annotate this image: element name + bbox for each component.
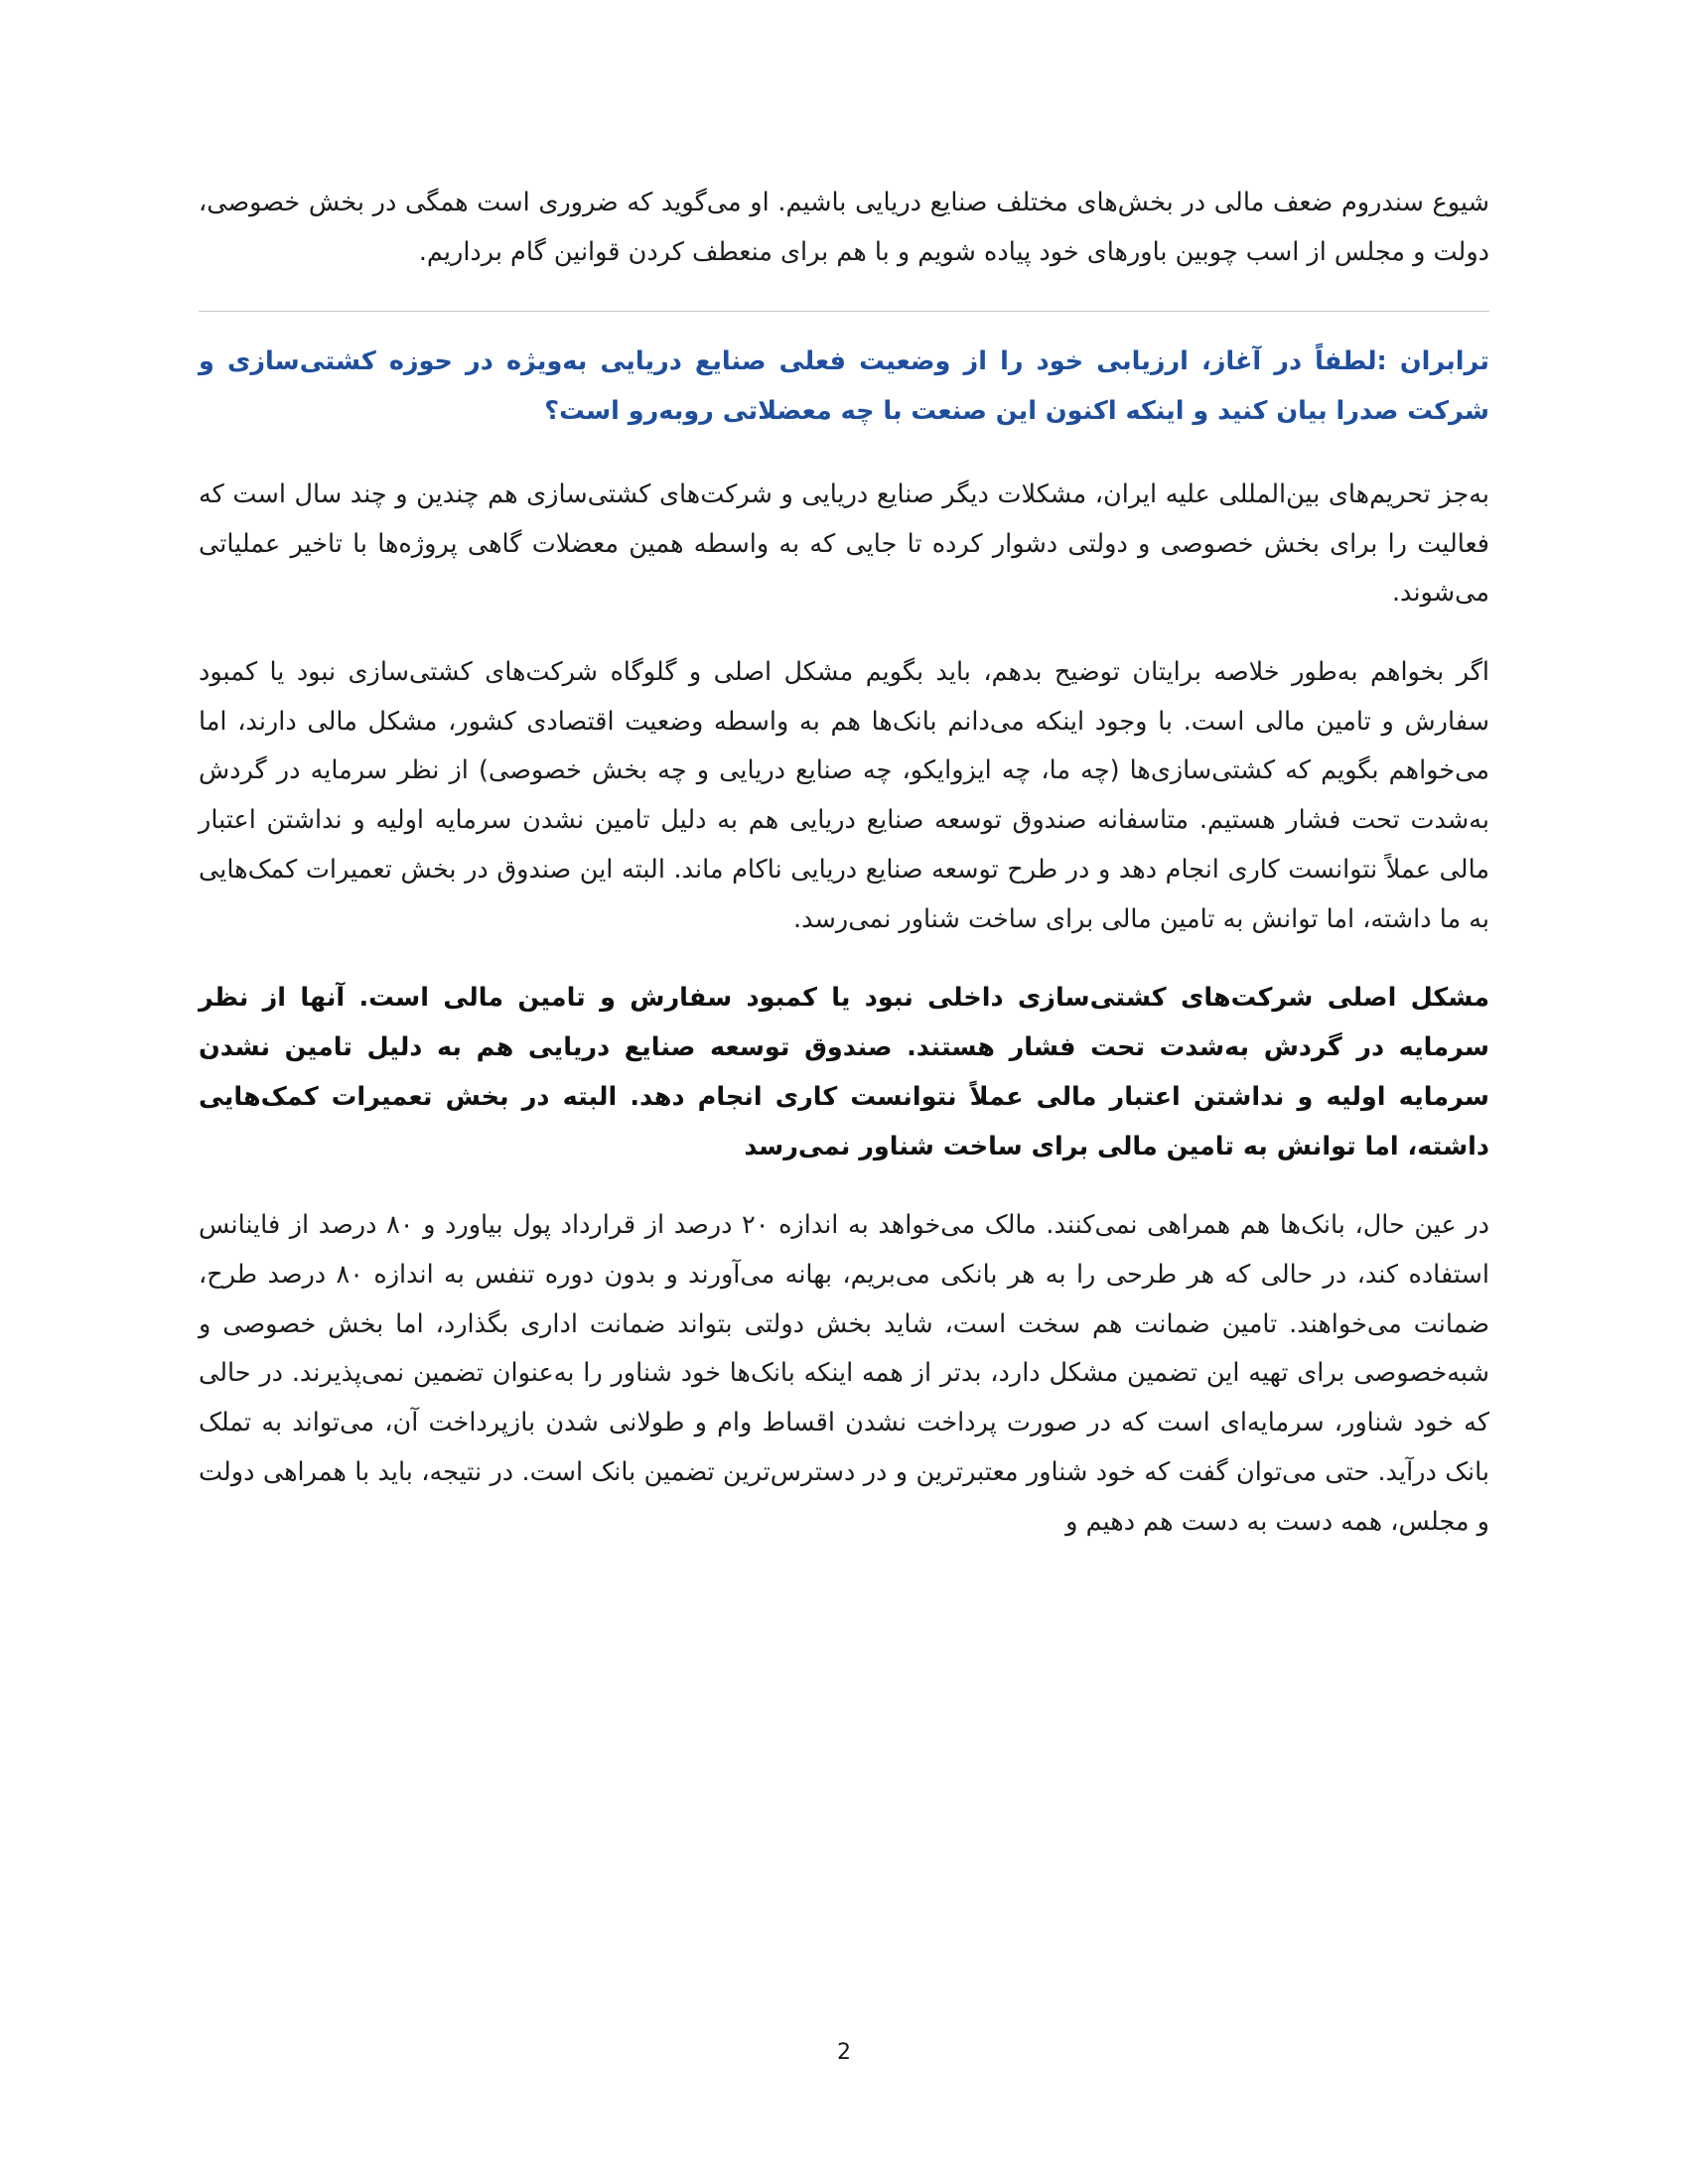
pull-quote: مشکل اصلی شرکت‌های کشتی‌سازی داخلی نبود یا کمبود سفارش و تامین مالی است. آنها از نظر سرمایه در گردش به‌شدت تحت فشار هستند. صندوق توسعه صنایع دریایی هم به دلیل تامین نشدن سرمایه اولیه و نداشتن اعتبار مالی عملاً نتوانست کاری انجام دهد. البته در بخش تعمیرات کمک‌هایی داشته، اما توانش به تامین مالی برای ساخت شناور نمی‌رسد	[199, 983, 1489, 1161]
interview-question: ترابران :لطفاً در آغاز، ارزیابی خود را از وضعیت فعلی صنایع دریایی به‌ویژه در حوزه کشتی‌سازی و شرکت صدرا بیان کنید و اینکه اکنون این صنعت با چه معضلاتی روبه‌رو است؟	[199, 346, 1489, 427]
page-content	[199, 179, 1489, 1547]
paragraph-answer-3: در عین حال، بانک‌ها هم همراهی نمی‌کنند. مالک می‌خواهد به اندازه ۲۰ درصد از قرارداد پول بیاورد و ۸۰ درصد از فاینانس استفاده کند، در حالی که هر طرحی را به هر بانکی می‌بریم، بهانه می‌آورند و بدون دوره تنفس به اندازه ۸۰ درصد طرح، ضمانت می‌خواهند. تامین ضمانت هم سخت است، شاید بخش دولتی بتواند ضمانت اداری بگذارد، اما بخش خصوصی و شبه‌خصوصی برای تهیه این تضمین مشکل دارد، بدتر از همه اینکه بانک‌ها خود شناور را به‌عنوان تضمین نمی‌پذیرند. در حالی که خود شناور، سرمایه‌ای است که در صورت پرداخت نشدن اقساط وام و طولانی شدن بازپرداخت آن، می‌تواند به تملک بانک درآید. حتی می‌توان گفت که خود شناور معتبرترین و در دسترس‌ترین تضمین بانک است. در نتیجه، باید با همراهی دولت و مجلس، همه دست به دست هم دهیم و	[199, 1210, 1489, 1537]
paragraph-intro: شیوع سندروم ضعف مالی در بخش‌های مختلف صنایع دریایی باشیم. او می‌گوید که ضروری است همگی در بخش خصوصی، دولت و مجلس از اسب چوبین باورهای خود پیاده شویم و با هم برای منعطف کردن قوانین گام برداریم.	[199, 188, 1489, 267]
section-divider	[199, 311, 1489, 312]
page-number: 2	[837, 2040, 851, 2065]
paragraph-answer-1: به‌جز تحریم‌های بین‌المللی علیه ایران، مشکلات دیگر صنایع دریایی و شرکت‌های کشتی‌سازی هم چندین و چند سال است که فعالیت را برای بخش خصوصی و دولتی دشوار کرده تا جایی که به واسطه همین معضلات گاهی پروژه‌ها با تاخیر عملیاتی می‌شوند.	[199, 478, 1489, 609]
paragraph-answer-2: اگر بخواهم به‌طور خلاصه برایتان توضیح بدهم، باید بگویم مشکل اصلی و گلوگاه شرکت‌های کشتی‌سازی نبود یا کمبود سفارش و تامین مالی است. با وجود اینکه می‌دانم بانک‌ها هم به واسطه وضعیت اقتصادی کشور، مشکل مالی دارند، اما می‌خواهم بگویم که کشتی‌سازی‌ها (چه ما، چه ایزوایکو، چه صنایع دریایی و چه بخش خصوصی) از نظر سرمایه در گردش به‌شدت تحت فشار هستیم. متاسفانه صندوق توسعه صنایع دریایی هم به دلیل تامین نشدن سرمایه اولیه و نداشتن اعتبار مالی عملاً نتوانست کاری انجام دهد و در طرح توسعه صنایع دریایی ناکام ماند. البته این صندوق در بخش تعمیرات کمک‌هایی به ما داشته، اما توانش به تامین مالی برای ساخت شناور نمی‌رسد.	[199, 657, 1489, 934]
